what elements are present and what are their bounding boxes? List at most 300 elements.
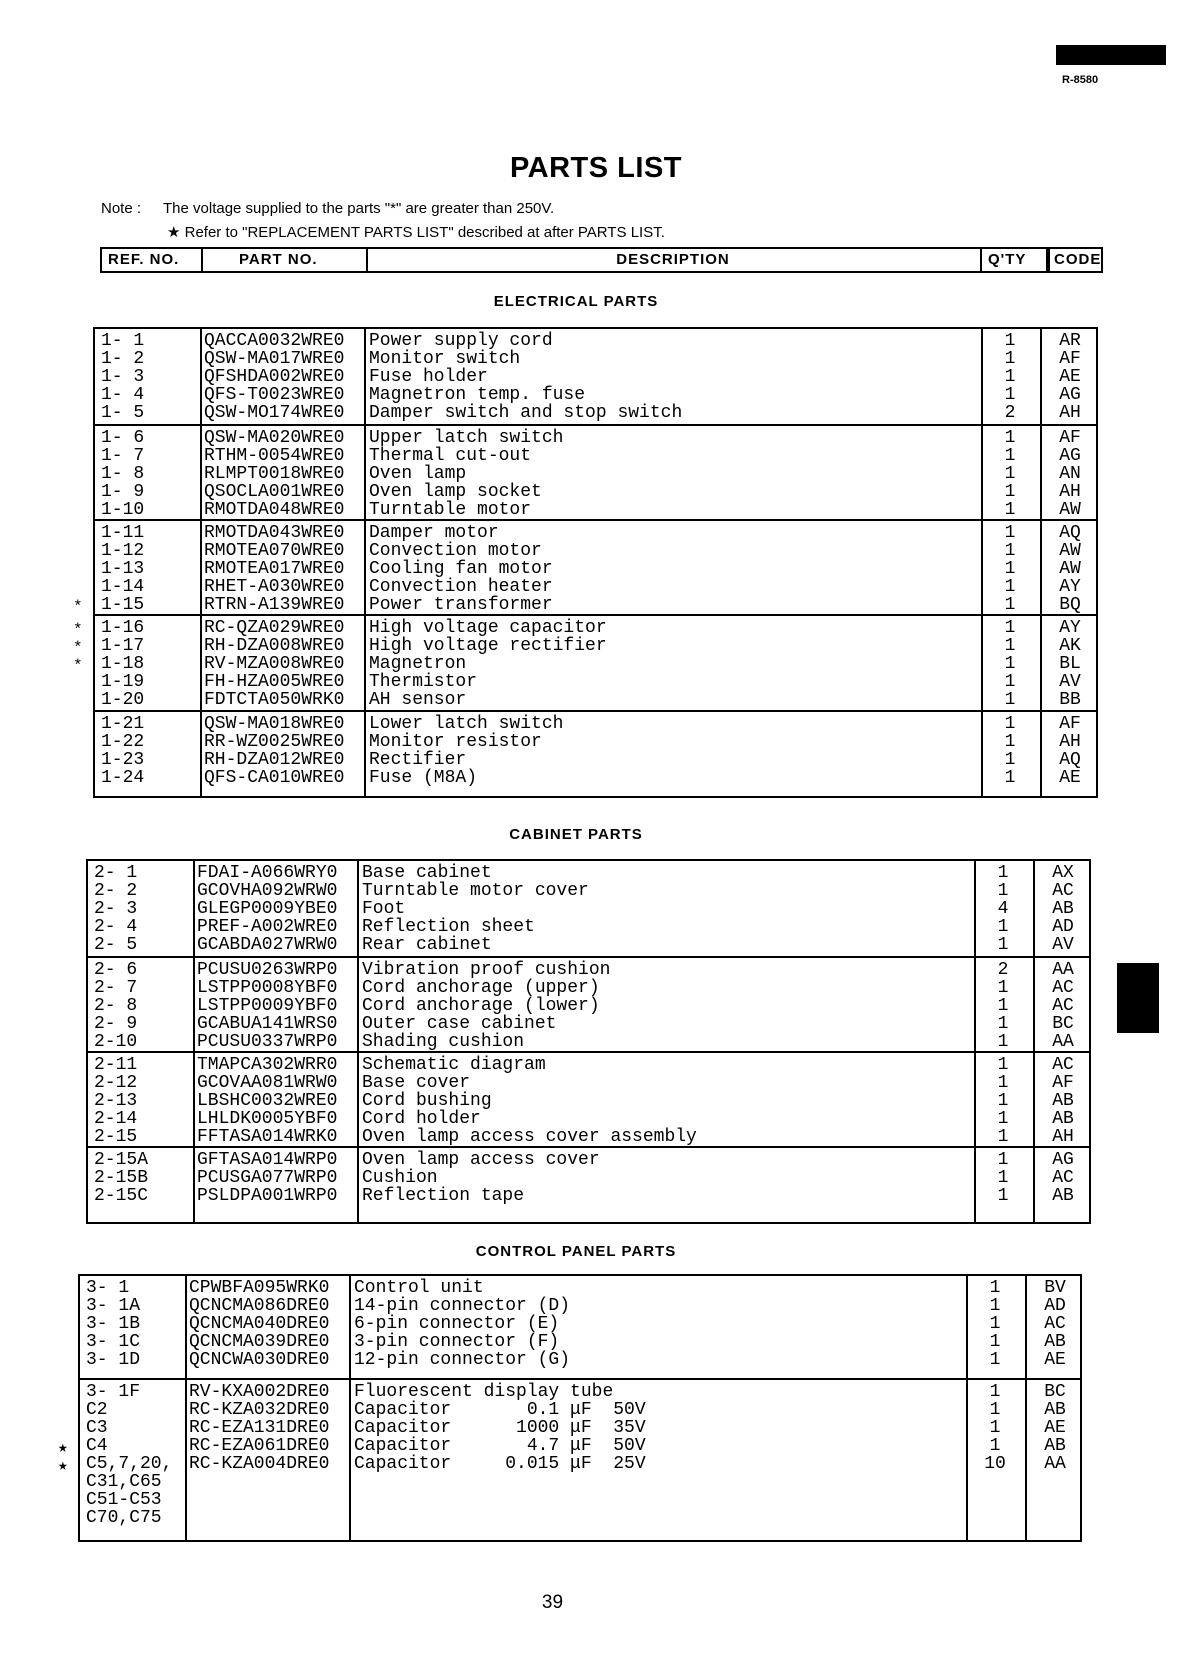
table-row [58, 1436, 1080, 1457]
part-no: RC-EZA131DRE0 [189, 1418, 330, 1438]
table-row [95, 386, 1096, 404]
ref-no: 2- 6 [94, 960, 138, 980]
price-code: AC [1052, 1055, 1074, 1075]
ref-no: 3- 1C [86, 1332, 141, 1352]
quantity: 1 [1004, 464, 1016, 484]
price-code: AD [1052, 917, 1074, 937]
description: Damper motor [369, 523, 499, 543]
quantity: 1 [989, 1278, 1001, 1298]
description: Turntable motor cover [362, 881, 589, 901]
price-code: AY [1059, 577, 1081, 597]
table-row [80, 1315, 1080, 1333]
description: Turntable motor [369, 500, 532, 520]
price-code: AQ [1059, 750, 1081, 770]
price-code: AG [1059, 385, 1081, 405]
ref-no: C31,C65 [86, 1472, 162, 1492]
part-no: LSTPP0009YBF0 [197, 996, 338, 1016]
column-header-row [100, 247, 1103, 275]
description: Oven lamp socket [369, 482, 542, 502]
part-no: RC-EZA061DRE0 [189, 1436, 330, 1456]
quantity: 1 [1004, 595, 1016, 615]
quantity: 1 [997, 1055, 1009, 1075]
description: High voltage capacitor [369, 618, 607, 638]
quantity: 4 [997, 899, 1009, 919]
price-code: AB [1044, 1400, 1066, 1420]
table-row [88, 1074, 1089, 1092]
table-row [95, 368, 1096, 386]
price-code: AX [1052, 863, 1074, 883]
part-no: GFTASA014WRP0 [197, 1150, 338, 1170]
quantity: 1 [1004, 523, 1016, 543]
quantity: 1 [1004, 636, 1016, 656]
table-row [88, 979, 1089, 997]
description: Control unit [354, 1278, 484, 1298]
price-code: AE [1044, 1418, 1066, 1438]
quantity: 1 [1004, 482, 1016, 502]
table-row [95, 578, 1096, 596]
table-row [73, 636, 1096, 657]
parts-group [73, 519, 1096, 616]
ref-no: 1- 8 [101, 464, 145, 484]
table-row [88, 997, 1089, 1015]
description: Base cover [362, 1073, 471, 1093]
col-qty-header: Q'TY [980, 247, 1048, 273]
price-code: AF [1059, 349, 1081, 369]
part-no: TMAPCA302WRR0 [197, 1055, 338, 1075]
ref-no: C2 [86, 1400, 108, 1420]
high-voltage-mark: * [73, 657, 83, 675]
part-no: GLEGP0009YBE0 [197, 899, 338, 919]
quantity: 1 [997, 917, 1009, 937]
part-no: RC-KZA004DRE0 [189, 1454, 330, 1474]
description: AH sensor [369, 690, 467, 710]
ref-no: 1- 4 [101, 385, 145, 405]
description: Fuse (M8A) [369, 768, 478, 788]
part-no: PCUSU0337WRP0 [197, 1032, 338, 1052]
table-row [95, 483, 1096, 501]
page-tab-mark [1056, 45, 1166, 65]
part-no: QACCA0032WRE0 [204, 331, 345, 351]
parts-group [73, 614, 1096, 710]
part-no: RMOTDA043WRE0 [204, 523, 345, 543]
high-voltage-mark: * [73, 598, 83, 616]
parts-group [88, 1146, 1089, 1224]
section-title-cabinet: CABINET PARTS [509, 826, 643, 843]
description: Reflection tape [362, 1186, 525, 1206]
description: Thermistor [369, 672, 478, 692]
parts-group [95, 424, 1096, 519]
price-code: BQ [1059, 595, 1081, 615]
replacement-star-mark: ★ [58, 1457, 68, 1475]
ref-no: 1-13 [101, 559, 145, 579]
table-row [80, 1351, 1080, 1369]
price-code: AC [1044, 1314, 1066, 1334]
parts-group [88, 861, 1089, 956]
description: Oven lamp access cover [362, 1150, 600, 1170]
price-code: AY [1059, 618, 1081, 638]
cabinet-parts-table [86, 859, 1091, 1224]
ref-no: 1- 7 [101, 446, 145, 466]
section-side-mark [1117, 963, 1159, 1033]
description: 14-pin connector (D) [354, 1296, 571, 1316]
ref-no: C70,C75 [86, 1508, 162, 1528]
part-no: RC-QZA029WRE0 [204, 618, 345, 638]
ref-no: 1-19 [101, 672, 145, 692]
price-code: AF [1052, 1073, 1074, 1093]
description: Rear cabinet [362, 935, 492, 955]
quantity: 1 [997, 1168, 1009, 1188]
part-no: QCNCMA086DRE0 [189, 1296, 330, 1316]
parts-group [95, 329, 1096, 424]
description: Capacitor 4.7 μF 50V [354, 1436, 646, 1456]
quantity: 1 [997, 1109, 1009, 1129]
price-code: AR [1059, 331, 1081, 351]
price-code: AC [1052, 978, 1074, 998]
price-code: BB [1059, 690, 1081, 710]
part-no: QCNCMA039DRE0 [189, 1332, 330, 1352]
part-no: LBSHC0032WRE0 [197, 1091, 338, 1111]
description: Outer case cabinet [362, 1014, 557, 1034]
part-no: FH-HZA005WRE0 [204, 672, 345, 692]
price-code: AB [1052, 1186, 1074, 1206]
description: Magnetron [369, 654, 467, 674]
table-row [80, 1279, 1080, 1297]
table-row [88, 1169, 1089, 1187]
table-row [73, 654, 1096, 675]
table-row [88, 1033, 1089, 1051]
price-code: AV [1059, 672, 1081, 692]
quantity: 1 [1004, 446, 1016, 466]
part-no: QSW-MA018WRE0 [204, 714, 345, 734]
quantity: 1 [1004, 349, 1016, 369]
control-panel-parts-table [58, 1274, 1082, 1542]
page-title: PARTS LIST [509, 152, 683, 184]
ref-no: 2- 1 [94, 863, 138, 883]
ref-no: C3 [86, 1418, 108, 1438]
table-row [95, 404, 1096, 422]
ref-no: 1-18 [101, 654, 145, 674]
table-row [80, 1491, 1080, 1509]
ref-no: 3- 1 [86, 1278, 130, 1298]
part-no: LSTPP0008YBF0 [197, 978, 338, 998]
quantity: 1 [989, 1382, 1001, 1402]
parts-group [58, 1378, 1080, 1540]
ref-no: 2-10 [94, 1032, 138, 1052]
table-row [88, 1092, 1089, 1110]
ref-no: 2-12 [94, 1073, 138, 1093]
part-no: RTHM-0054WRE0 [204, 446, 345, 466]
part-no: RMOTEA017WRE0 [204, 559, 345, 579]
ref-no: 1- 1 [101, 331, 145, 351]
description: Upper latch switch [369, 428, 564, 448]
part-no: QFS-T0023WRE0 [204, 385, 345, 405]
model-number: R-8580 [1062, 74, 1099, 86]
col-part-header: PART NO. [201, 247, 368, 273]
description: Lower latch switch [369, 714, 564, 734]
table-row [73, 595, 1096, 616]
quantity: 1 [997, 935, 1009, 955]
price-code: AH [1059, 403, 1081, 423]
col-desc-header: DESCRIPTION [366, 247, 982, 273]
table-row [95, 691, 1096, 709]
quantity: 1 [1004, 541, 1016, 561]
description: 12-pin connector (G) [354, 1350, 571, 1370]
table-row [95, 465, 1096, 483]
price-code: AB [1052, 1091, 1074, 1111]
description: Oven lamp [369, 464, 467, 484]
ref-no: 1- 6 [101, 428, 145, 448]
table-row [95, 501, 1096, 519]
table-row [73, 618, 1096, 639]
ref-no: 3- 1D [86, 1350, 141, 1370]
quantity: 1 [1004, 618, 1016, 638]
table-row [88, 1015, 1089, 1033]
high-voltage-mark: * [73, 639, 83, 657]
table-row [88, 1187, 1089, 1205]
table-row [80, 1419, 1080, 1437]
high-voltage-mark: * [73, 621, 83, 639]
quantity: 2 [1004, 403, 1016, 423]
price-code: AH [1059, 482, 1081, 502]
ref-no: 3- 1B [86, 1314, 141, 1334]
part-no: QFS-CA010WRE0 [204, 768, 345, 788]
price-code: AC [1052, 996, 1074, 1016]
description: 6-pin connector (E) [354, 1314, 560, 1334]
quantity: 1 [1004, 559, 1016, 579]
part-no: RTRN-A139WRE0 [204, 595, 345, 615]
part-no: QCNCWA030DRE0 [189, 1350, 330, 1370]
price-code: AB [1044, 1436, 1066, 1456]
part-no: PREF-A002WRE0 [197, 917, 338, 937]
quantity: 1 [997, 1127, 1009, 1147]
price-code: AN [1059, 464, 1081, 484]
ref-no: 1-20 [101, 690, 145, 710]
description: Fluorescent display tube [354, 1382, 614, 1402]
price-code: AG [1059, 446, 1081, 466]
description: Capacitor 0.1 μF 50V [354, 1400, 646, 1420]
part-no: RLMPT0018WRE0 [204, 464, 345, 484]
description: Reflection sheet [362, 917, 535, 937]
description: Oven lamp access cover assembly [362, 1127, 697, 1147]
table-row [95, 524, 1096, 542]
table-row [95, 769, 1096, 787]
ref-no: 2- 2 [94, 881, 138, 901]
quantity: 1 [997, 1032, 1009, 1052]
table-row [88, 900, 1089, 918]
quantity: 1 [997, 1186, 1009, 1206]
price-code: BL [1059, 654, 1081, 674]
quantity: 1 [1004, 714, 1016, 734]
price-code: BC [1044, 1382, 1066, 1402]
ref-no: 1- 2 [101, 349, 145, 369]
price-code: AA [1052, 960, 1074, 980]
description: Capacitor 1000 μF 35V [354, 1418, 646, 1438]
part-no: QSW-MA017WRE0 [204, 349, 345, 369]
table-row [88, 1110, 1089, 1128]
description: Magnetron temp. fuse [369, 385, 586, 405]
ref-no: 2- 8 [94, 996, 138, 1016]
note-line-2: ★ Refer to "REPLACEMENT PARTS LIST" described at after PARTS LIST. [167, 224, 665, 241]
price-code: AH [1059, 732, 1081, 752]
part-no: FFTASA014WRK0 [197, 1127, 338, 1147]
price-code: BC [1052, 1014, 1074, 1034]
description: Fuse holder [369, 367, 488, 387]
ref-no: 1-22 [101, 732, 145, 752]
part-no: QFSHDA002WRE0 [204, 367, 345, 387]
ref-no: 2- 7 [94, 978, 138, 998]
quantity: 1 [1004, 750, 1016, 770]
ref-no: 1-12 [101, 541, 145, 561]
quantity: 1 [1004, 732, 1016, 752]
ref-no: 1-17 [101, 636, 145, 656]
quantity: 10 [984, 1454, 1006, 1474]
part-no: PCUSGA077WRP0 [197, 1168, 338, 1188]
electrical-parts-table [73, 327, 1098, 798]
table-row [80, 1473, 1080, 1491]
quantity: 1 [997, 863, 1009, 883]
description: Vibration proof cushion [362, 960, 611, 980]
description: Damper switch and stop switch [369, 403, 683, 423]
price-code: AG [1052, 1150, 1074, 1170]
quantity: 1 [997, 978, 1009, 998]
price-code: AW [1059, 559, 1081, 579]
quantity: 1 [989, 1296, 1001, 1316]
table-row [80, 1509, 1080, 1527]
description: Cushion [362, 1168, 438, 1188]
quantity: 1 [989, 1418, 1001, 1438]
price-code: AB [1052, 1109, 1074, 1129]
table-row [95, 447, 1096, 465]
table-row [95, 332, 1096, 350]
ref-no: 1- 3 [101, 367, 145, 387]
col-ref-header: REF. NO. [100, 247, 203, 273]
section-title-control-panel: CONTROL PANEL PARTS [475, 1243, 677, 1260]
part-no: FDTCTA050WRK0 [204, 690, 345, 710]
part-no: GCOVAA081WRW0 [197, 1073, 338, 1093]
price-code: AF [1059, 428, 1081, 448]
price-code: AB [1044, 1332, 1066, 1352]
price-code: AK [1059, 636, 1081, 656]
description: Convection heater [369, 577, 553, 597]
parts-group [95, 710, 1096, 798]
ref-no: 2- 4 [94, 917, 138, 937]
table-row [88, 936, 1089, 954]
parts-group [80, 1276, 1080, 1378]
part-no: RHET-A030WRE0 [204, 577, 345, 597]
quantity: 1 [1004, 768, 1016, 788]
quantity: 1 [997, 1073, 1009, 1093]
table-row [95, 542, 1096, 560]
quantity: 1 [989, 1314, 1001, 1334]
ref-no: 1-11 [101, 523, 145, 543]
part-no: CPWBFA095WRK0 [189, 1278, 330, 1298]
ref-no: 2-13 [94, 1091, 138, 1111]
ref-no: C51-C53 [86, 1490, 162, 1510]
quantity: 1 [989, 1332, 1001, 1352]
description: Power supply cord [369, 331, 553, 351]
description: Base cabinet [362, 863, 492, 883]
quantity: 1 [997, 1150, 1009, 1170]
description: Power transformer [369, 595, 553, 615]
table-row [88, 918, 1089, 936]
part-no: PSLDPA001WRP0 [197, 1186, 338, 1206]
ref-no: 1-21 [101, 714, 145, 734]
price-code: AW [1059, 500, 1081, 520]
price-code: AE [1059, 768, 1081, 788]
col-code-header: CODE [1048, 247, 1103, 273]
table-row [58, 1454, 1080, 1475]
part-no: RV-MZA008WRE0 [204, 654, 345, 674]
section-title-electrical: ELECTRICAL PARTS [493, 293, 659, 310]
price-code: AE [1044, 1350, 1066, 1370]
part-no: QCNCMA040DRE0 [189, 1314, 330, 1334]
table-row [80, 1383, 1080, 1401]
description: Cord anchorage (lower) [362, 996, 600, 1016]
price-code: AW [1059, 541, 1081, 561]
description: Monitor switch [369, 349, 521, 369]
quantity: 1 [989, 1436, 1001, 1456]
price-code: AH [1052, 1127, 1074, 1147]
page-number: 39 [541, 1592, 564, 1613]
part-no: RMOTEA070WRE0 [204, 541, 345, 561]
part-no: RR-WZ0025WRE0 [204, 732, 345, 752]
parts-group [88, 1051, 1089, 1146]
quantity: 1 [1004, 385, 1016, 405]
table-row [88, 882, 1089, 900]
parts-group [88, 956, 1089, 1051]
quantity: 2 [997, 960, 1009, 980]
part-no: RMOTDA048WRE0 [204, 500, 345, 520]
quantity: 1 [989, 1350, 1001, 1370]
table-row [80, 1401, 1080, 1419]
ref-no: 1-16 [101, 618, 145, 638]
description: Cord anchorage (upper) [362, 978, 600, 998]
description: Thermal cut-out [369, 446, 532, 466]
ref-no: 1-15 [101, 595, 145, 615]
quantity: 1 [1004, 654, 1016, 674]
part-no: RC-KZA032DRE0 [189, 1400, 330, 1420]
ref-no: C4 [86, 1436, 108, 1456]
quantity: 1 [1004, 577, 1016, 597]
quantity: 1 [997, 881, 1009, 901]
ref-no: 3- 1F [86, 1382, 141, 1402]
note-label: Note : [101, 200, 142, 217]
quantity: 1 [1004, 367, 1016, 387]
part-no: RH-DZA008WRE0 [204, 636, 345, 656]
quantity: 1 [997, 1091, 1009, 1111]
part-no: RV-KXA002DRE0 [189, 1382, 330, 1402]
price-code: AQ [1059, 523, 1081, 543]
part-no: RH-DZA012WRE0 [204, 750, 345, 770]
part-no: FDAI-A066WRY0 [197, 863, 338, 883]
part-no: QSW-MO174WRE0 [204, 403, 345, 423]
part-no: GCABUA141WRS0 [197, 1014, 338, 1034]
description: Monitor resistor [369, 732, 542, 752]
table-row [88, 1128, 1089, 1146]
quantity: 1 [989, 1400, 1001, 1420]
part-no: GCOVHA092WRW0 [197, 881, 338, 901]
price-code: AB [1052, 899, 1074, 919]
table-row [95, 560, 1096, 578]
description: Cord holder [362, 1109, 481, 1129]
table-row [95, 673, 1096, 691]
description: High voltage rectifier [369, 636, 607, 656]
description: Shading cushion [362, 1032, 525, 1052]
table-row [80, 1333, 1080, 1351]
ref-no: 3- 1A [86, 1296, 141, 1316]
description: Foot [362, 899, 406, 919]
quantity: 1 [997, 1014, 1009, 1034]
